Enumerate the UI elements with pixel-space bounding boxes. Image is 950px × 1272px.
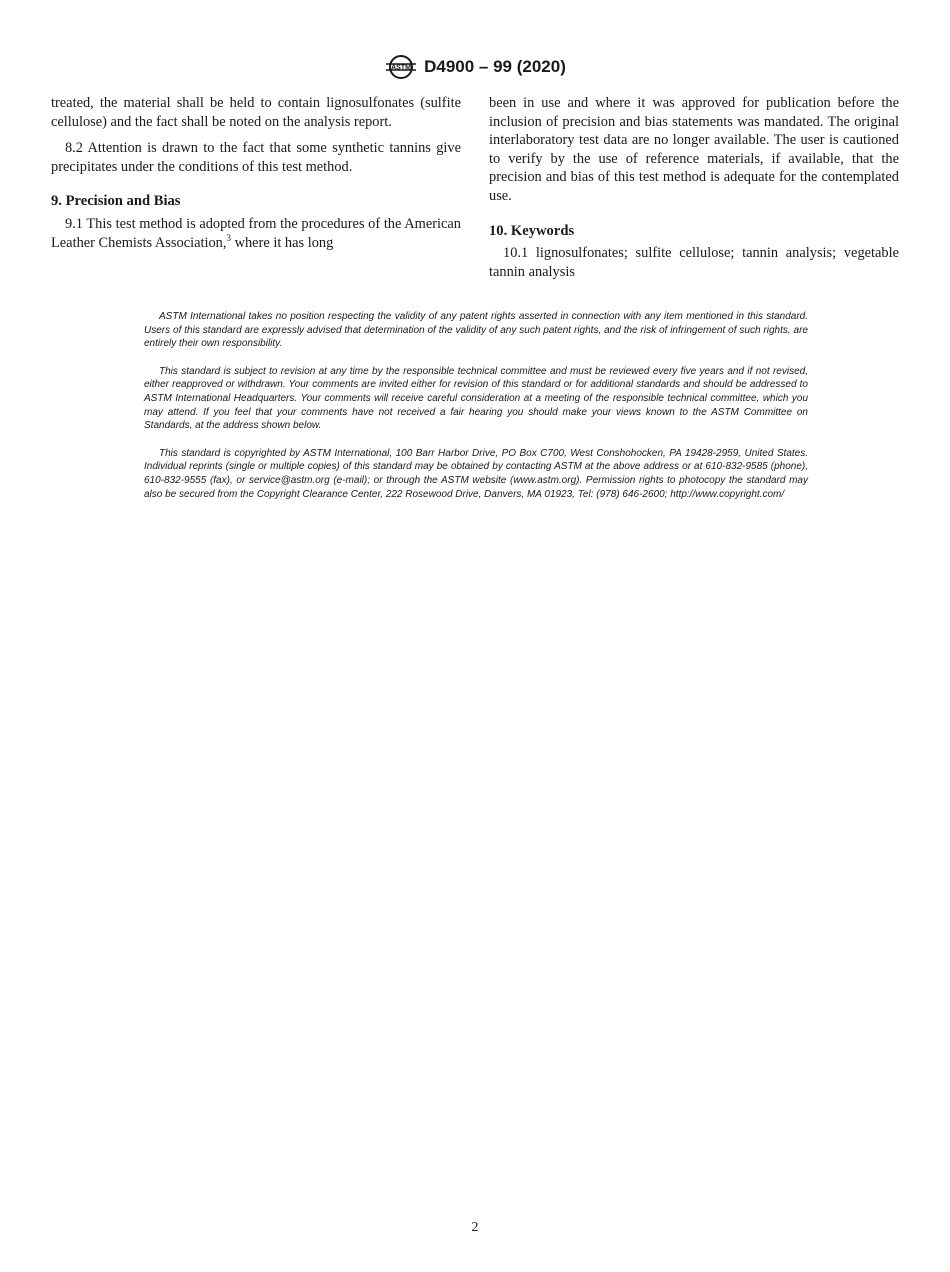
section-9-heading: 9. Precision and Bias <box>51 193 181 210</box>
paragraph-10-1: 10.1 lignosulfonates; sulfite cellulose; tannin analysis; vegetable tannin analysis <box>489 245 899 280</box>
revision-notice: This standard is subject to revision at any time by the responsible technical committee and must be reviewed every five years and if not revised, either reapproved or withdrawn. Your comments are invited either for revision of this standard or for additional standards and should be addressed to ASTM International Headquarters. Your comments will receive careful consideration at a meeting of the responsible technical committee, which you may attend. If you feel that your comments have not received a fair hearing you should make your views known to the ASTM Committee on Standards, at the address shown below. <box>144 365 808 432</box>
legal-notices <box>144 310 808 515</box>
paragraph-9-1-continued: been in use and where it was approved for publication before the inclusion of precision and bias statements was mandated. The original interlaboratory test data are no longer available. The user is cautioned to verify by the use of reference materials, if available, that the precision and bias of this test method is adequate for the contemplated use. <box>489 95 899 204</box>
patent-notice: ASTM International takes no position respecting the validity of any patent rights asserted in connection with any item mentioned in this standard. Users of this standard are expressly advised that determination of the validity of any such patent rights, and the risk of infringement of such rights, are entirely their own responsibility. <box>144 311 808 350</box>
astm-logo-icon <box>384 52 418 82</box>
paragraph-8-2: 8.2 Attention is drawn to the fact that some synthetic tannins give precipitates under the conditions of this test method. <box>51 140 461 175</box>
standard-designation: D4900 – 99 (2020) <box>424 57 566 76</box>
right-column <box>489 94 899 289</box>
footnote-ref-3: 3 <box>226 232 231 243</box>
page-header <box>0 52 950 82</box>
astm-logo-text: ASTM <box>391 64 412 72</box>
section-10-heading: 10. Keywords <box>489 222 575 239</box>
paragraph-9-1-text-cont: where it has long <box>230 234 334 251</box>
left-column <box>51 94 461 260</box>
copyright-notice: This standard is copyrighted by ASTM International, 100 Barr Harbor Drive, PO Box C700, West Conshohocken, PA 19428-2959, United States. Individual reprints (single or multiple copies) of this standard may be obtained by contacting ASTM at the above address or at 610-832-9585 (phone), 610-832-9555 (fax), or service@astm.org (e-mail); or through the ASTM website (www.astm.org). Permission rights to photocopy the standard may also be secured from the Copyright Clearance Center, 222 Rosewood Drive, Danvers, MA 01923, Tel: (978) 646-2600; http://www.copyright.com/ <box>144 447 808 500</box>
paragraph-continued: treated, the material shall be held to contain lignosulfonates (sulfite cellulose) and the fact shall be noted on the analysis report. <box>51 95 461 130</box>
page-number: 2 <box>471 1220 479 1235</box>
paragraph-9-1-text: 9.1 This test method is adopted from the procedures of the American Leather Chemists Association, <box>51 215 461 251</box>
paragraph-9-1 <box>51 215 461 252</box>
